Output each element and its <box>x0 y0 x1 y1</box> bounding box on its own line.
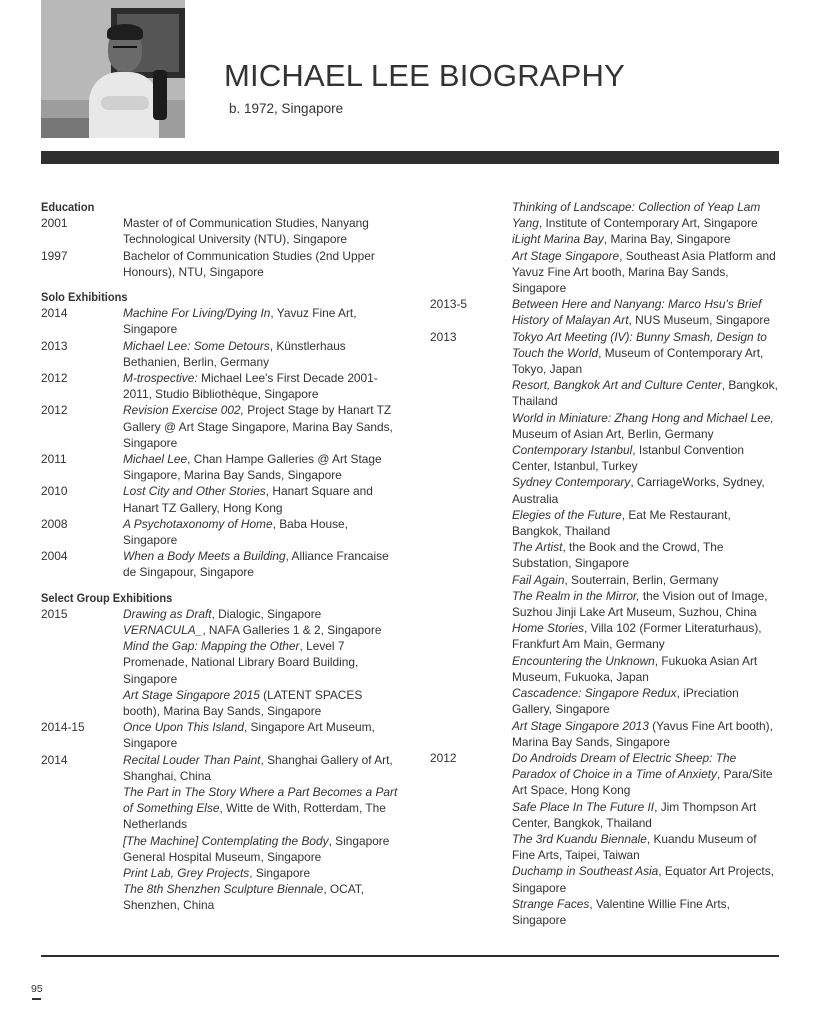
item-details: , CarriageWorks, Sydney, Australia <box>512 475 765 506</box>
section-heading: Solo Exhibitions <box>41 290 128 304</box>
exhibition-item <box>512 248 782 297</box>
entry-items <box>512 329 782 750</box>
item-details: , iPreciation Gallery, Singapore <box>512 686 739 717</box>
section <box>41 590 401 914</box>
item-details: , Witte de With, Rotterdam, The Netherlands <box>123 801 386 832</box>
exhibition-item <box>123 248 401 280</box>
item-title: Art Stage Singapore 2013 <box>512 718 649 733</box>
item-details: Michael Lee's First Decade 2001-2011, Studio Bibliothèque, Singapore <box>123 371 378 402</box>
item-title: Thinking of Landscape: Collection of Yeap Lam Yang <box>512 200 761 231</box>
item-details: the Vision out of Image, Suzhou Jinji Lake Art Museum, Suzhou, China <box>512 588 768 620</box>
page-title: MICHAEL LEE BIOGRAPHY <box>224 58 625 93</box>
entry-row <box>41 548 401 580</box>
exhibition-item <box>123 752 401 784</box>
item-details: , Singapore <box>249 866 311 881</box>
entry-year: 1997 <box>41 248 68 263</box>
section-heading: Select Group Exhibitions <box>41 590 173 605</box>
item-title: Cascadence: Singapore Redux <box>512 686 677 701</box>
item-details: Master of of Communication Studies, Nanyang Technological University (NTU), Singapore <box>123 216 369 247</box>
item-title: Recital Louder Than Paint <box>123 752 261 767</box>
page-number: 95 <box>31 983 43 995</box>
item-title: iLight Marina Bay <box>512 232 604 247</box>
exhibition-item <box>512 896 782 928</box>
exhibition-item <box>512 329 782 378</box>
item-details: , Dialogic, Singapore <box>211 606 322 621</box>
item-title: Art Stage Singapore 2015 <box>123 687 260 702</box>
item-title: The Artist <box>512 540 563 555</box>
item-details: Museum of Asian Art, Berlin, Germany <box>512 426 714 441</box>
item-title: Print Lab, Grey Projects <box>123 866 250 881</box>
entry-year: 2013 <box>430 329 457 344</box>
item-title: VERNACULA_ <box>123 623 203 638</box>
entry-year: 2011 <box>41 452 67 467</box>
item-title: A Psychotaxonomy of Home <box>123 516 273 531</box>
item-title: M-trospective: <box>123 371 198 385</box>
exhibition-item <box>512 620 782 652</box>
exhibition-item <box>512 863 782 895</box>
exhibition-item <box>123 483 401 515</box>
item-title: Drawing as Draft <box>123 606 212 621</box>
item-title: Revision Exercise 002, <box>123 403 244 418</box>
item-details: , Bangkok, Thailand <box>512 378 778 409</box>
item-title: Home Stories <box>512 621 585 636</box>
entry-items <box>123 752 401 914</box>
exhibition-item <box>512 799 782 831</box>
item-details: , Southeast Asia Platform and Yavuz Fine Art booth, Marina Bay Sands, Singapore <box>512 248 776 296</box>
item-details: , Institute of Contemporary Art, Singapore <box>538 216 758 231</box>
exhibition-item <box>123 622 401 638</box>
entry-row <box>41 338 401 370</box>
entry-year: 2012 <box>430 750 457 765</box>
item-title: Sydney Contemporary <box>512 475 631 490</box>
item-details: , the Book and the Crowd, The Substation, Singapore <box>512 540 724 571</box>
exhibition-item <box>123 305 401 337</box>
item-details: , Jim Thompson Art Center, Bangkok, Thailand <box>512 799 757 830</box>
entry-year: 2010 <box>41 484 68 499</box>
exhibition-item <box>512 831 782 863</box>
exhibition-item <box>512 539 782 571</box>
entry-items <box>123 451 401 483</box>
item-details: Project Stage by Hanart TZ Gallery @ Art Stage Singapore, Marina Bay Sands, Singapore <box>123 403 393 450</box>
item-title: Duchamp in Southeast Asia <box>512 864 659 879</box>
item-details: (Yavus Fine Art booth), Marina Bay Sands, Singapore <box>512 718 773 749</box>
item-details: , NUS Museum, Singapore <box>628 313 770 328</box>
item-details: , Equator Art Projects, Singapore <box>512 864 774 895</box>
item-title: The 3rd Kuandu Biennale <box>512 831 647 846</box>
page-number-dash <box>32 998 41 1000</box>
item-title: The Part in The Story Where a Part Becomes a Part of Something Else <box>123 785 398 816</box>
exhibition-item <box>512 653 782 685</box>
exhibition-item <box>512 750 782 799</box>
entry-year: 2014-15 <box>41 720 85 735</box>
exhibition-item <box>123 638 401 687</box>
entry-row <box>41 248 401 280</box>
item-title: Contemporary Istanbul <box>512 443 633 458</box>
exhibition-item <box>512 442 782 474</box>
exhibition-item <box>512 474 782 506</box>
exhibition-item <box>123 606 401 622</box>
item-title: Machine For Living/Dying In <box>123 306 271 321</box>
entry-items <box>123 548 401 580</box>
exhibition-item <box>512 296 782 328</box>
entry-year: 2008 <box>41 516 68 531</box>
exhibition-item <box>123 402 401 451</box>
entry-year: 2015 <box>41 606 68 621</box>
item-title: Once Upon This Island <box>123 720 244 735</box>
item-title: Mind the Gap: Mapping the Other <box>123 639 300 654</box>
item-title: Encountering the Unknown <box>512 653 655 668</box>
entry-row <box>41 483 401 515</box>
item-details: , Para/Site Art Space, Hong Kong <box>512 767 773 798</box>
footer-divider <box>41 955 779 957</box>
section-heading: Education <box>41 200 95 214</box>
entry-year: 2013-5 <box>430 297 468 312</box>
exhibition-item <box>123 370 401 402</box>
item-details: , Istanbul Convention Center, Istanbul, Turkey <box>512 443 745 474</box>
exhibition-item <box>123 338 401 370</box>
item-title: Michael Lee <box>123 452 188 467</box>
exhibition-item <box>512 685 782 717</box>
entry-row <box>41 752 401 914</box>
entry-items <box>512 199 782 296</box>
exhibition-item <box>123 687 401 719</box>
item-details: , OCAT, Shenzhen, China <box>123 882 365 913</box>
exhibition-item <box>123 215 401 247</box>
item-title: Elegies of the Future <box>512 507 622 522</box>
item-details: , Baba House, Singapore <box>123 516 348 548</box>
item-details: , Shanghai Gallery of Art, Shanghai, China <box>123 752 393 783</box>
item-title: Strange Faces <box>512 896 590 911</box>
item-details: , Kuandu Museum of Fine Arts, Taipei, Taiwan <box>512 831 757 863</box>
item-details: , Museum of Contemporary Art, Tokyo, Japan <box>512 345 764 377</box>
item-details: , Singapore Art Museum, Singapore <box>123 720 375 751</box>
exhibition-item <box>123 865 401 881</box>
item-title: When a Body Meets a Building <box>123 549 286 564</box>
entry-items <box>123 248 401 280</box>
exhibition-item <box>123 516 401 548</box>
item-title: Lost City and Other Stories <box>123 484 266 499</box>
entry-items <box>123 606 401 719</box>
entry-year: 2012 <box>41 403 68 418</box>
exhibition-item <box>512 410 782 442</box>
exhibition-item <box>123 548 401 580</box>
exhibition-item <box>123 833 401 865</box>
item-details: , Eat Me Restaurant, Bangkok, Thailand <box>512 507 731 539</box>
exhibition-item <box>123 784 401 833</box>
item-details: , Villa 102 (Former Literaturhaus), Frankfurt Am Main, Germany <box>512 621 762 652</box>
item-title: Between Here and Nanyang: Marco Hsu's Brief History of Malayan Art <box>512 297 762 328</box>
item-details: (LATENT SPACES booth), Marina Bay Sands, Singapore <box>123 687 363 719</box>
item-details: Bachelor of Communication Studies (2nd Upper Honours), NTU, Singapore <box>123 248 375 279</box>
item-title: Safe Place In The Future II <box>512 799 655 814</box>
header-divider <box>41 151 779 164</box>
item-details: , Singapore General Hospital Museum, Singapore <box>123 833 390 864</box>
entry-items <box>123 719 401 751</box>
entry-items <box>123 215 401 247</box>
item-title: Resort, Bangkok Art and Culture Center <box>512 378 722 393</box>
exhibition-item <box>512 231 782 247</box>
item-details: , Alliance Francaise de Singapour, Singapore <box>123 549 389 580</box>
item-details: , Künstlerhaus Bethanien, Berlin, Germany <box>123 338 346 369</box>
item-title: World in Miniature: Zhang Hong and Michael Lee, <box>512 410 774 425</box>
item-title: [The Machine] Contemplating the Body <box>123 833 329 848</box>
exhibition-item <box>123 881 401 913</box>
item-title: Tokyo Art Meeting (IV): Bunny Smash, Design to Touch the World <box>512 329 767 360</box>
entry-row <box>41 370 401 402</box>
item-title: Fail Again <box>512 572 565 587</box>
entry-items <box>123 516 401 548</box>
item-title: The Realm in the Mirror, <box>512 588 640 603</box>
item-title: Do Androids Dream of Electric Sheep: The Paradox of Choice in a Time of Anxiety <box>512 750 737 782</box>
exhibition-item <box>512 507 782 539</box>
entry-year: 2012 <box>41 371 68 385</box>
entry-items <box>123 402 401 451</box>
item-details: , Souterrain, Berlin, Germany <box>564 572 719 587</box>
exhibition-item <box>123 451 401 483</box>
item-details: , Marina Bay, Singapore <box>603 232 731 247</box>
entry-row <box>41 305 401 337</box>
entry-year: 2014 <box>41 752 68 767</box>
entry-year: 2014 <box>41 306 68 321</box>
exhibition-item <box>512 588 782 620</box>
item-title: Art Stage Singapore <box>512 248 620 263</box>
entry-row <box>41 451 401 483</box>
exhibition-item <box>123 719 401 751</box>
entry-items <box>123 338 401 370</box>
item-details: , Chan Hampe Galleries @ Art Stage Singapore, Marina Bay Sands, Singapore <box>123 452 382 483</box>
entry-year: 2013 <box>41 338 68 353</box>
item-details: , Hanart Square and Hanart TZ Gallery, Hong Kong <box>123 484 373 515</box>
entry-year: 2001 <box>41 216 68 231</box>
item-details: , NAFA Galleries 1 & 2, Singapore <box>202 623 382 638</box>
entry-year: 2004 <box>41 549 68 564</box>
exhibition-item <box>512 718 782 750</box>
entry-items <box>512 750 782 928</box>
entry-row <box>41 719 401 751</box>
item-details: , Level 7 Promenade, National Library Board Building, Singapore <box>123 639 359 686</box>
exhibition-item <box>512 572 782 588</box>
left-column <box>41 199 401 923</box>
entry-row <box>41 516 401 548</box>
right-column <box>430 199 782 928</box>
entry-items <box>123 370 401 402</box>
artist-portrait-photo <box>41 0 185 138</box>
section <box>41 289 401 581</box>
entry-row <box>41 215 401 247</box>
section <box>41 199 401 280</box>
entry-row <box>41 606 401 719</box>
item-title: The 8th Shenzhen Sculpture Biennale <box>123 882 324 897</box>
entry-items <box>512 296 782 328</box>
entry-items <box>123 483 401 515</box>
entry-row <box>430 296 782 328</box>
entry-row <box>41 402 401 451</box>
item-details: , Valentine Willie Fine Arts, Singapore <box>512 896 730 927</box>
item-details: , Fukuoka Asian Art Museum, Fukuoka, Japan <box>512 653 758 684</box>
entry-items <box>123 305 401 337</box>
entry-row <box>430 199 782 296</box>
exhibition-item <box>512 199 782 231</box>
page-subtitle: b. 1972, Singapore <box>229 101 344 116</box>
item-title: Michael Lee: Some Detours <box>123 338 270 353</box>
entry-row <box>430 750 782 928</box>
entry-year <box>430 199 512 296</box>
exhibition-item <box>512 377 782 409</box>
item-details: , Yavuz Fine Art, Singapore <box>123 306 357 337</box>
entry-row <box>430 329 782 750</box>
